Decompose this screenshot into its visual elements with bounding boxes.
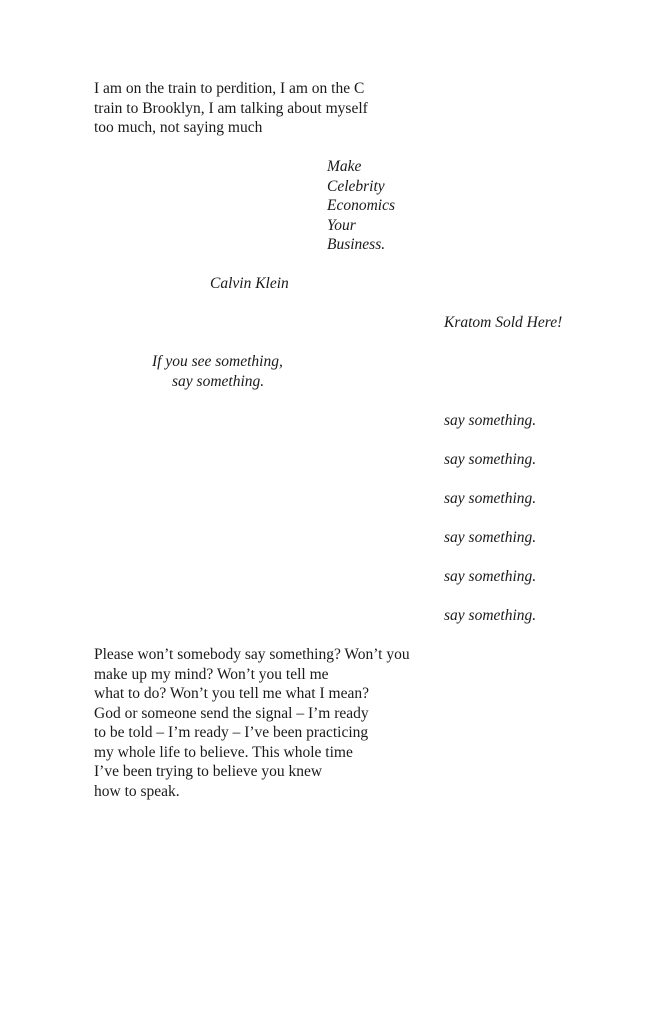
closing-stanza (94, 645, 410, 801)
ad-calvin-klein: Calvin Klein (210, 275, 289, 292)
ad-make-celebrity (327, 157, 395, 255)
repeat-line-2: say something. (444, 451, 537, 468)
repeat-line-1: say something. (444, 412, 537, 429)
ad-make-line-3: Economics (327, 197, 396, 214)
repeat-line-3: say something. (444, 490, 537, 507)
ad-make-line-4: Your (327, 216, 356, 234)
closing-line-3: what to do? Won’t you tell me what I mean? (94, 685, 369, 702)
repeat-line-4: say something. (444, 529, 537, 546)
opening-line-3: too much, not saying much (94, 119, 263, 136)
ad-make-line-2: Celebrity (327, 177, 385, 195)
opening-stanza (94, 79, 368, 138)
ad-see-something-line-2: say something. (172, 373, 265, 390)
repeat-line-5: say something. (444, 568, 537, 585)
closing-line-7: I’ve been trying to believe you knew (94, 763, 323, 780)
closing-line-2: make up my mind? Won’t you tell me (94, 665, 329, 683)
closing-line-1: Please won’t somebody say something? Won’t you (94, 646, 410, 663)
closing-line-8: how to speak. (94, 782, 180, 800)
ad-kratom: Kratom Sold Here! (444, 314, 563, 331)
ad-see-something-line-1: If you see something, (152, 353, 283, 370)
closing-line-6: my whole life to believe. This whole time (94, 743, 353, 761)
closing-line-4: God or someone send the signal – I’m ready (94, 704, 369, 722)
opening-line-2: train to Brooklyn, I am talking about myself (94, 99, 368, 117)
opening-line-1: I am on the train to perdition, I am on the C (94, 80, 365, 97)
ad-make-line-1: Make (327, 158, 362, 175)
ad-make-line-5: Business. (327, 236, 386, 253)
repeat-line-6: say something. (444, 607, 537, 624)
closing-line-5: to be told – I’m ready – I’ve been practicing (94, 724, 369, 741)
